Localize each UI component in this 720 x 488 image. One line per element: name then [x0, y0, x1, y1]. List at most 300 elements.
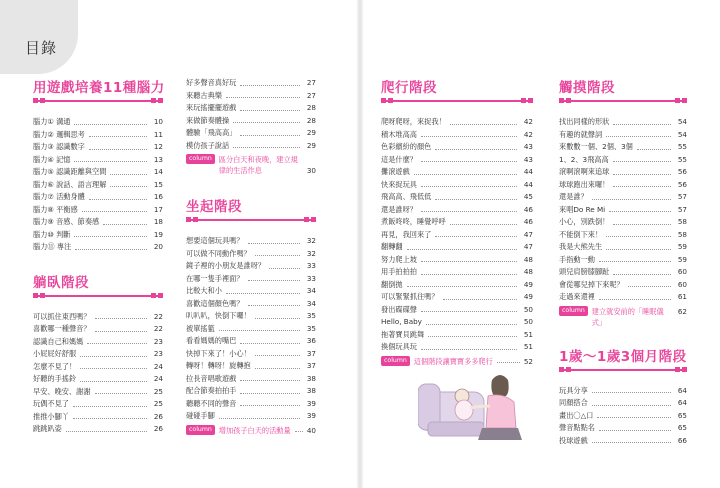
toc-entry-title: 色彩繽紛的顏色 [381, 142, 432, 151]
dot-leader [87, 343, 147, 344]
toc-entry-title: 腦力⑧ 平衡感 [33, 204, 78, 214]
toc-entry[interactable] [381, 116, 533, 129]
column-badge: column [186, 425, 215, 435]
book-spine [357, 0, 363, 488]
column-badge: column [186, 154, 215, 164]
dot-leader [248, 305, 300, 306]
column-note-page: 62 [677, 306, 687, 316]
toc-entry-title: 鏡子裡的小朋友是誰呀？ [186, 261, 266, 270]
toc-entry[interactable] [381, 241, 533, 254]
dot-leader [407, 286, 517, 287]
dot-leader [95, 331, 147, 332]
toc-entry[interactable] [186, 102, 316, 115]
toc-entry-title: 怎麼不見了！ [33, 361, 77, 371]
toc-entry-title: 腦力⑤ 認識距離與空間 [33, 167, 107, 176]
underline-square [675, 367, 680, 372]
toc-entry-page: 36 [306, 336, 316, 345]
column-badge: column [381, 356, 410, 366]
dot-leader [613, 161, 671, 162]
column-note-page: 40 [306, 425, 316, 435]
dot-leader [421, 186, 517, 187]
dot-leader [421, 274, 517, 275]
toc-entry-title: 配合節奏拍拍手 [186, 386, 237, 395]
toc-entry[interactable] [186, 260, 316, 273]
underline-bar [559, 369, 687, 371]
toc-entry[interactable] [381, 254, 533, 267]
toc-entry-title: 來數數一個、2個、3個 [559, 142, 633, 151]
toc-entry[interactable] [559, 397, 687, 410]
dot-leader [74, 124, 147, 125]
underline-square [40, 98, 45, 103]
toc-entry[interactable] [33, 166, 163, 179]
toc-entry[interactable] [186, 248, 316, 261]
dot-leader [426, 324, 517, 325]
toc-entry[interactable] [33, 348, 163, 361]
toc-entry-title: 腦力③ 認識數字 [33, 142, 85, 151]
toc-entry-title: 拉長音唱歌遊戲 [186, 373, 237, 383]
toc-entry-title: 轉呀！轉呀！旋轉抱 [186, 361, 251, 370]
toc-entry[interactable] [559, 385, 687, 398]
toc-entry-page: 58 [677, 217, 687, 226]
toc-entry[interactable] [381, 341, 533, 354]
section-underline [559, 98, 687, 106]
toc-entry-title: 腦力⑥ 說話、語言理解 [33, 179, 107, 189]
toc-entry-page: 32 [306, 248, 316, 258]
dot-leader [240, 135, 300, 136]
toc-entry[interactable] [186, 140, 316, 153]
toc-entry-title: 看看媽媽的嘴巴 [186, 336, 237, 345]
toc-entry-page: 38 [306, 373, 316, 383]
toc-entry[interactable] [186, 285, 316, 298]
dot-leader [89, 199, 147, 200]
toc-entry-title: 拖著寶貝跳舞 [381, 329, 425, 339]
underline-square [675, 98, 680, 103]
dot-leader [450, 224, 517, 225]
toc-entry-page: 51 [523, 342, 533, 351]
dot-leader [597, 417, 671, 418]
toc-entry[interactable] [381, 266, 533, 279]
toc-entry-page: 35 [306, 323, 316, 333]
toc-entry-title: 換個玩具玩 [381, 342, 417, 351]
toc-entry-page: 47 [523, 229, 533, 239]
toc-entry[interactable] [33, 154, 163, 167]
toc-entry-title: 可以做不同動作嗎？ [186, 248, 251, 258]
toc-entry-page: 24 [153, 361, 163, 371]
toc-entry-title: 跳跳趴姿 [33, 424, 62, 433]
toc-entry[interactable] [186, 115, 316, 128]
toc-entry-title: 翻轉翻 [381, 242, 403, 251]
toc-entry-page: 42 [523, 129, 533, 139]
underline-square [559, 98, 564, 103]
toc-entry[interactable] [186, 77, 316, 90]
toc-entry-page: 55 [677, 154, 687, 164]
dot-leader [599, 299, 671, 300]
toc-section [33, 274, 163, 436]
toc-entry[interactable] [381, 229, 533, 242]
toc-column-4 [559, 79, 687, 447]
underline-square [566, 98, 571, 103]
dot-leader [637, 149, 671, 150]
toc-entry-title: 飛高高、飛低低 [381, 192, 432, 201]
toc-entry[interactable] [33, 129, 163, 142]
toc-entry-page: 60 [677, 279, 687, 289]
toc-entry[interactable] [186, 273, 316, 286]
underline-bar [33, 100, 163, 102]
toc-entry[interactable] [559, 422, 687, 435]
toc-entry[interactable] [186, 410, 316, 423]
toc-entry-title: 可以抓住東西嗎？ [33, 311, 91, 321]
toc-entry-title: 小心，別跌倒！ [559, 217, 610, 226]
toc-entry[interactable] [559, 166, 687, 179]
toc-entry[interactable] [186, 360, 316, 373]
dot-leader [295, 431, 303, 432]
toc-entry-title: 可以緊緊抓住嗎？ [381, 292, 439, 301]
toc-entry[interactable] [381, 316, 533, 329]
dot-leader [240, 405, 300, 406]
toc-entry[interactable] [186, 90, 316, 103]
toc-entry[interactable] [559, 141, 687, 154]
dot-leader [240, 110, 300, 111]
toc-entry[interactable] [33, 191, 163, 204]
toc-entry[interactable] [381, 141, 533, 154]
toc-entry-title: 腦力⑩ 判斷 [33, 229, 71, 239]
toc-entry-title: 來玩搖擺擺遊戲 [186, 103, 237, 112]
toc-entry[interactable] [559, 435, 687, 448]
toc-entry-page: 22 [153, 311, 163, 321]
column-note-title: 區分白天和夜晚，建立規律的生活作息 [218, 155, 298, 175]
toc-entry[interactable] [381, 154, 533, 167]
toc-entry-page: 46 [523, 217, 533, 226]
toc-entry-page: 47 [523, 242, 533, 251]
toc-entry-page: 65 [677, 410, 687, 420]
dot-leader [95, 318, 147, 319]
dot-leader [240, 85, 300, 86]
toc-entry-title: 找出同樣的形狀 [559, 117, 610, 126]
dot-leader [255, 355, 300, 356]
toc-entry-page: 49 [523, 279, 533, 289]
toc-entry-title: 頭兒肩膀膝腳趾 [559, 267, 610, 276]
toc-entry[interactable] [186, 298, 316, 311]
toc-entry-title: 球球跑出來囉！ [559, 179, 610, 189]
underline-square [682, 98, 687, 103]
toc-entry-page: 59 [677, 254, 687, 264]
underline-bar [33, 295, 163, 297]
toc-entry[interactable] [559, 129, 687, 142]
toc-entry[interactable] [186, 323, 316, 336]
toc-entry[interactable] [33, 323, 163, 336]
toc-section [186, 77, 316, 176]
dot-leader [240, 380, 300, 381]
toc-entry-page: 15 [153, 179, 163, 189]
toc-entry-page: 22 [153, 324, 163, 333]
toc-entry[interactable] [186, 398, 316, 411]
toc-entry[interactable] [186, 235, 316, 248]
dot-leader [592, 405, 671, 406]
column-note-entry[interactable] [186, 425, 316, 436]
toc-entry-page: 11 [153, 129, 163, 139]
dot-leader [609, 211, 671, 212]
dot-leader [414, 174, 517, 175]
toc-entry[interactable] [381, 216, 533, 229]
toc-entry-page: 18 [153, 217, 163, 226]
toc-entry[interactable] [559, 191, 687, 204]
toc-entry-page: 25 [153, 386, 163, 396]
dot-leader [233, 147, 300, 148]
underline-bar [381, 100, 533, 102]
toc-entry-title: 手指動一動 [559, 254, 595, 264]
toc-section [381, 79, 533, 367]
toc-entry[interactable] [381, 291, 533, 304]
toc-entry-page: 33 [306, 261, 316, 270]
toc-entry[interactable] [559, 279, 687, 292]
toc-entry-page: 58 [677, 229, 687, 239]
toc-entry-title: 比較大和小 [186, 286, 222, 295]
toc-entry[interactable] [33, 311, 163, 324]
dot-leader [421, 136, 517, 137]
section-underline [381, 98, 533, 106]
toc-entry[interactable] [381, 129, 533, 142]
toc-entry[interactable] [186, 348, 316, 361]
toc-entry-page: 56 [677, 179, 687, 189]
toc-entry-page: 27 [306, 78, 316, 87]
toc-entry-title: 這是什麼？ [381, 154, 417, 164]
toc-entry-title: 來聽古典樂 [186, 90, 222, 100]
toc-entry-title: 還是誰呀？ [381, 204, 417, 214]
dot-leader [421, 161, 517, 162]
toc-entry-page: 14 [153, 167, 163, 176]
toc-entry[interactable] [33, 216, 163, 229]
section-heading: 觸摸階段 [559, 80, 615, 96]
toc-entry[interactable] [559, 410, 687, 423]
toc-entry-title: 快來捉玩具 [381, 179, 417, 189]
toc-entry-title: 想要這個玩具嗎？ [186, 236, 244, 245]
toc-entry-page: 60 [677, 267, 687, 276]
toc-entry[interactable] [33, 141, 163, 154]
toc-entry[interactable] [33, 241, 163, 254]
toc-entry[interactable] [33, 361, 163, 374]
dot-leader [421, 349, 517, 350]
toc-entry[interactable] [33, 336, 163, 349]
toc-entry[interactable] [559, 266, 687, 279]
toc-entry-title: 體驗「飛高高」 [186, 128, 237, 137]
toc-entry-page: 54 [677, 117, 687, 126]
dot-leader [407, 249, 517, 250]
toc-entry-page: 17 [153, 204, 163, 214]
toc-entry-page: 34 [306, 286, 316, 295]
underline-square [528, 98, 533, 103]
toc-entry-title: 腦力⑦ 活動身體 [33, 192, 85, 201]
toc-entry[interactable] [33, 179, 163, 192]
dot-leader [592, 199, 671, 200]
toc-entry-title: 還是誰？ [559, 192, 588, 201]
toc-entry-title: 滾啊滾啊來追球 [559, 167, 610, 176]
toc-entry-title: 攤滾遊戲 [381, 167, 410, 176]
toc-entry[interactable] [33, 386, 163, 399]
toc-entry-page: 46 [523, 204, 533, 214]
toc-entry-title: 再見，我回來了 [381, 229, 432, 239]
dot-leader [89, 136, 147, 137]
dot-leader [450, 124, 517, 125]
toc-entry[interactable] [33, 204, 163, 217]
dot-leader [89, 149, 147, 150]
dot-leader [73, 406, 147, 407]
dot-leader [613, 124, 671, 125]
toc-section [186, 198, 316, 436]
toc-entry[interactable] [33, 116, 163, 129]
toc-entry-page: 29 [306, 128, 316, 137]
toc-entry-page: 23 [153, 349, 163, 358]
toc-entry-page: 27 [306, 90, 316, 100]
toc-entry[interactable] [381, 179, 533, 192]
toc-entry[interactable] [33, 398, 163, 411]
toc-entry[interactable] [559, 229, 687, 242]
underline-square [304, 217, 309, 222]
toc-entry-page: 57 [677, 192, 687, 201]
toc-entry-page: 20 [153, 242, 163, 251]
column-note-title: 這個階段讓寶寶多多爬行 [413, 356, 493, 366]
underline-square [193, 217, 198, 222]
dot-leader [240, 343, 300, 344]
dot-leader [269, 268, 300, 269]
toc-entry-title: 投球遊戲 [559, 435, 588, 445]
column-note-entry[interactable] [559, 306, 687, 328]
toc-entry-title: 認識自己和媽媽 [33, 336, 84, 346]
dot-leader [248, 243, 300, 244]
toc-entry-title: 小屁屁好舒服 [33, 349, 77, 358]
section-underline [559, 367, 687, 375]
toc-entry-title: 快掉下來了！小心！ [186, 348, 251, 358]
toc-entry[interactable] [381, 166, 533, 179]
dot-leader [255, 368, 300, 369]
toc-section [559, 348, 687, 448]
toc-entry[interactable] [33, 229, 163, 242]
toc-entry-title: 喜歡哪一種聲音？ [33, 324, 91, 333]
toc-entry-title: 爬呀爬呀，來捉我！ [381, 117, 446, 126]
section-underline [33, 293, 163, 301]
toc-entry-page: 44 [523, 167, 533, 176]
underline-square [682, 367, 687, 372]
underline-square [33, 98, 38, 103]
toc-entry[interactable] [559, 254, 687, 267]
toc-entry[interactable] [559, 179, 687, 192]
column-badge: column [559, 306, 588, 316]
toc-entry[interactable] [559, 116, 687, 129]
toc-entry[interactable] [33, 411, 163, 424]
page-title: 目錄 [25, 39, 58, 57]
toc-entry-title: 有趣的就聲詞 [559, 129, 603, 139]
toc-entry-title: 在哪一隻手裡面？ [186, 273, 244, 283]
dot-leader [421, 211, 517, 212]
toc-entry[interactable] [33, 373, 163, 386]
toc-entry-page: 43 [523, 154, 533, 164]
toc-entry-title: 來唱Do Re Mi [559, 204, 606, 214]
dot-leader [226, 293, 300, 294]
toc-entry-page: 26 [153, 424, 163, 433]
toc-entry[interactable] [186, 373, 316, 386]
toc-entry[interactable] [559, 291, 687, 304]
toc-entry-page: 13 [153, 154, 163, 164]
toc-entry-title: 努力爬上坡 [381, 254, 417, 264]
toc-entry-title: 模仿孩子說話 [186, 140, 230, 150]
toc-entry-title: 被單搖籃 [186, 323, 215, 333]
dot-leader [233, 122, 300, 123]
underline-square [186, 217, 191, 222]
toc-entry-page: 28 [306, 103, 316, 112]
dot-leader [82, 211, 147, 212]
dot-leader [435, 199, 517, 200]
underline-square [381, 98, 386, 103]
toc-entry-page: 50 [523, 317, 533, 326]
toc-entry-title: 碰碰手腳 [186, 411, 215, 420]
toc-entry[interactable] [186, 385, 316, 398]
toc-entry-page: 26 [153, 411, 163, 421]
dot-leader [606, 249, 671, 250]
toc-entry-page: 66 [677, 435, 687, 445]
underline-square [521, 98, 526, 103]
toc-entry[interactable] [559, 154, 687, 167]
toc-entry-title: 腦力⑪ 專注 [33, 242, 72, 251]
toc-entry-title: 腦力④ 記憶 [33, 154, 71, 164]
underline-square [158, 293, 163, 298]
toc-entry-title: 煮飯咚咚，睡覺呼呼 [381, 217, 446, 226]
toc-entry-page: 23 [153, 336, 163, 346]
toc-entry[interactable] [559, 241, 687, 254]
toc-entry-title: 早安、晚安、謝謝 [33, 386, 91, 396]
section-underline [186, 217, 316, 225]
toc-entry-title: 腦力② 邏輯思考 [33, 129, 85, 139]
toc-entry-page: 64 [677, 398, 687, 407]
toc-entry[interactable] [186, 310, 316, 323]
toc-entry-page: 48 [523, 267, 533, 276]
column-note-page: 30 [306, 166, 316, 175]
toc-entry[interactable] [33, 423, 163, 436]
toc-entry-page: 38 [306, 386, 316, 395]
dot-leader [592, 442, 671, 443]
toc-entry-page: 39 [306, 398, 316, 408]
toc-entry-page: 65 [677, 423, 687, 432]
column-note-entry[interactable] [186, 154, 316, 176]
toc-entry-title: 聲音點點名 [559, 423, 595, 432]
toc-entry-page: 59 [677, 242, 687, 251]
toc-entry[interactable] [186, 335, 316, 348]
dot-leader [75, 249, 147, 250]
toc-entry[interactable] [381, 191, 533, 204]
toc-entry-page: 50 [523, 304, 533, 314]
toc-entry[interactable] [186, 127, 316, 140]
dot-leader [435, 236, 517, 237]
dot-leader [421, 311, 517, 312]
toc-column-3 [381, 79, 533, 371]
toc-entry-page: 54 [677, 129, 687, 139]
toc-entry[interactable] [381, 304, 533, 317]
dot-leader [80, 356, 147, 357]
toc-entry[interactable] [381, 329, 533, 342]
toc-entry[interactable] [381, 279, 533, 292]
toc-entry-title: 叭叭叭，快倒下囉！ [186, 311, 251, 320]
toc-entry[interactable] [381, 204, 533, 217]
dot-leader [80, 381, 147, 382]
toc-entry[interactable] [559, 204, 687, 217]
toc-entry[interactable] [559, 216, 687, 229]
toc-entry-page: 45 [523, 192, 533, 201]
toc-entry-page: 35 [306, 311, 316, 320]
section-heading: 用遊戲培養11種腦力 [33, 80, 165, 96]
toc-entry-page: 33 [306, 273, 316, 283]
dot-leader [613, 174, 671, 175]
toc-entry-page: 24 [153, 374, 163, 383]
dot-leader [255, 255, 300, 256]
toc-entry-title: 腦力⑨ 音感、節奏感 [33, 217, 100, 226]
